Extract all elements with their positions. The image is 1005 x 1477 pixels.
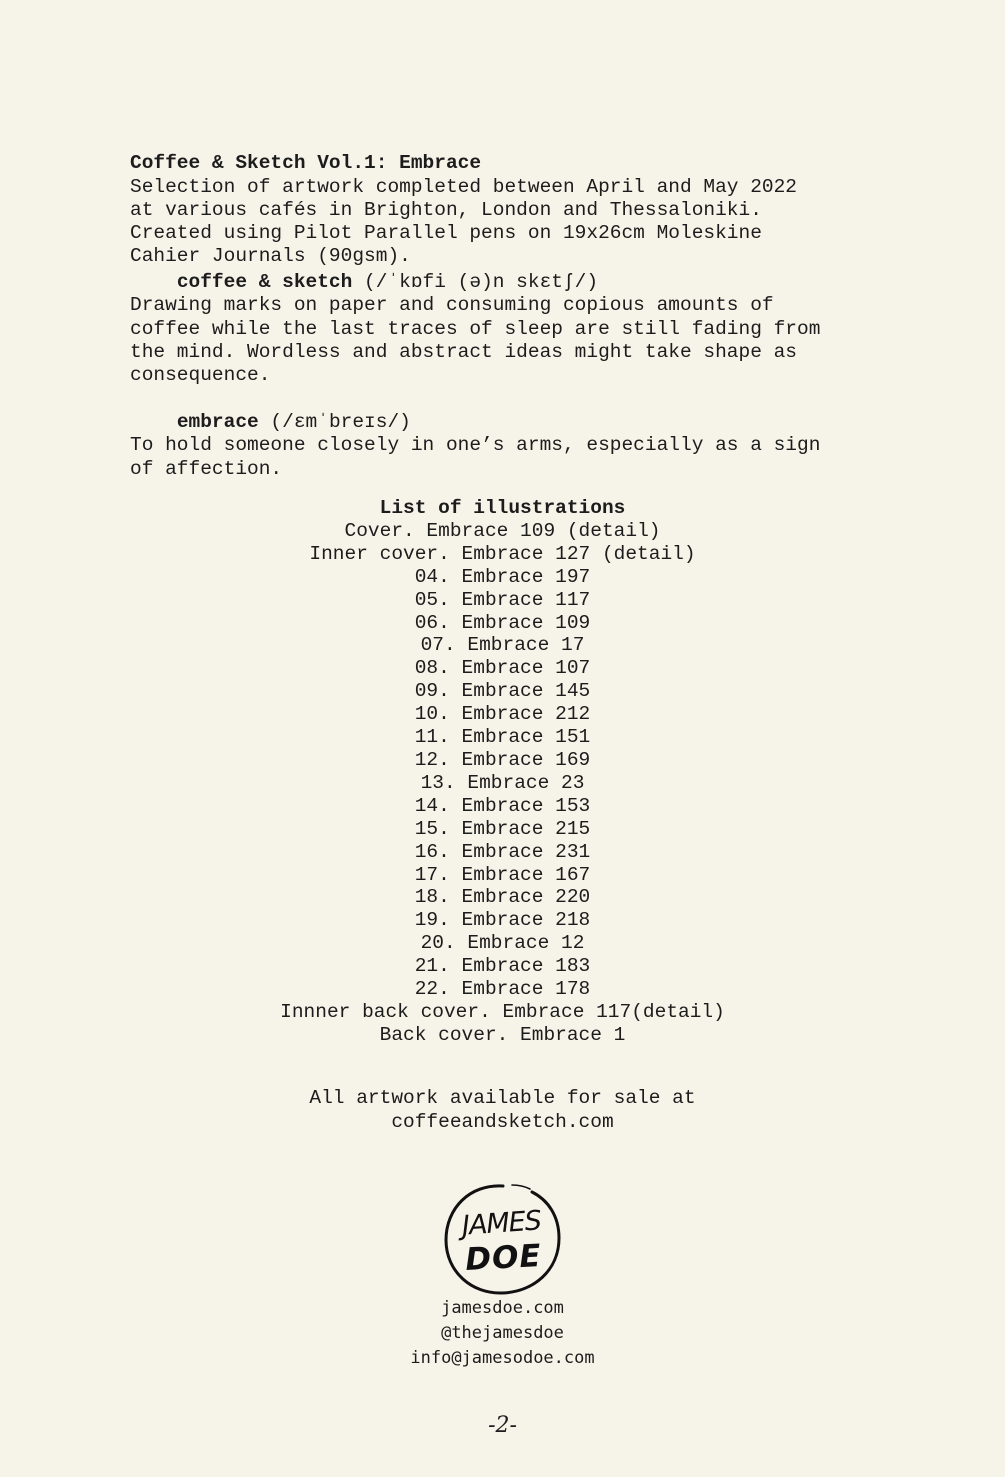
definition-embrace — [130, 388, 890, 504]
page-number: -2- — [488, 1413, 517, 1438]
definition-pronunciation: (/ˈkɒfi (ə)n skɛtʃ/) — [352, 271, 599, 294]
illustration-item: 11. Embrace 151 — [414, 726, 591, 749]
contact-handle[interactable]: @thejamesdoe — [441, 1323, 564, 1343]
illustration-item: 16. Embrace 231 — [414, 840, 591, 863]
logo-text-first: JAMES — [460, 1205, 542, 1242]
james-doe-logo — [440, 1180, 566, 1298]
sale-text: All artwork available for sale at — [309, 1087, 696, 1109]
intro-body: Selection of artwork completed between April and May 2022 at various cafés in Brighton, London and Thessaloniki. Created using Pilot Parallel pens on 19x26cm Moleskine Cahier Journals (90gsm). — [130, 175, 798, 268]
illustration-item: 22. Embrace 178 — [414, 978, 591, 1001]
illustration-item: 09. Embrace 145 — [414, 680, 591, 703]
illustration-item: Innner back cover. Embrace 117(detail) — [280, 1000, 725, 1023]
illustration-item: 21. Embrace 183 — [414, 955, 591, 978]
illustration-item: 20. Embrace 12 — [420, 932, 585, 955]
intro-title: Coffee & Sketch Vol.1: Embrace — [130, 152, 482, 175]
illustration-item: 19. Embrace 218 — [414, 909, 591, 932]
contact-block — [0, 1296, 1005, 1371]
illustration-item: 04. Embrace 197 — [414, 565, 591, 588]
illustrations-list — [0, 497, 1005, 1047]
sale-notice — [0, 1086, 1005, 1134]
definition-body: Drawing marks on paper and consuming copious amounts of coffee while the last traces of sleep are still fading from the mind. Wordless and abstract ideas might take shape as consequence. — [130, 294, 821, 387]
definition-body: To hold someone closely in one’s arms, especially as a sign of affection. — [130, 434, 821, 480]
logo-text-last: DOE — [464, 1238, 543, 1278]
illustration-item: 10. Embrace 212 — [414, 703, 591, 726]
illustration-item: Cover. Embrace 109 (detail) — [344, 519, 661, 542]
illustration-item: 17. Embrace 167 — [414, 863, 591, 886]
illustration-item: Back cover. Embrace 1 — [379, 1023, 626, 1046]
illustration-item: 07. Embrace 17 — [420, 634, 585, 657]
illustration-item: 13. Embrace 23 — [420, 771, 585, 794]
illustration-item: 15. Embrace 215 — [414, 817, 591, 840]
illustration-item: Inner cover. Embrace 127 (detail) — [309, 542, 696, 565]
illustration-item: 08. Embrace 107 — [414, 657, 591, 680]
illustration-item: 18. Embrace 220 — [414, 886, 591, 909]
definition-pronunciation: (/ɛmˈbreɪs/) — [258, 411, 411, 434]
illustration-item: 12. Embrace 169 — [414, 748, 591, 771]
definition-term: embrace — [176, 411, 259, 434]
definition-coffee-sketch — [130, 248, 890, 410]
sale-link[interactable]: coffeeandsketch.com — [391, 1111, 614, 1133]
illustration-item: 05. Embrace 117 — [414, 588, 591, 611]
illustration-item: 06. Embrace 109 — [414, 611, 591, 634]
contact-website[interactable]: jamesdoe.com — [441, 1298, 564, 1318]
illustrations-title: List of illustrations — [379, 497, 626, 519]
definition-term: coffee & sketch — [176, 271, 353, 294]
illustration-item: 14. Embrace 153 — [414, 794, 591, 817]
contact-email[interactable]: info@jamesodoe.com — [410, 1348, 595, 1368]
